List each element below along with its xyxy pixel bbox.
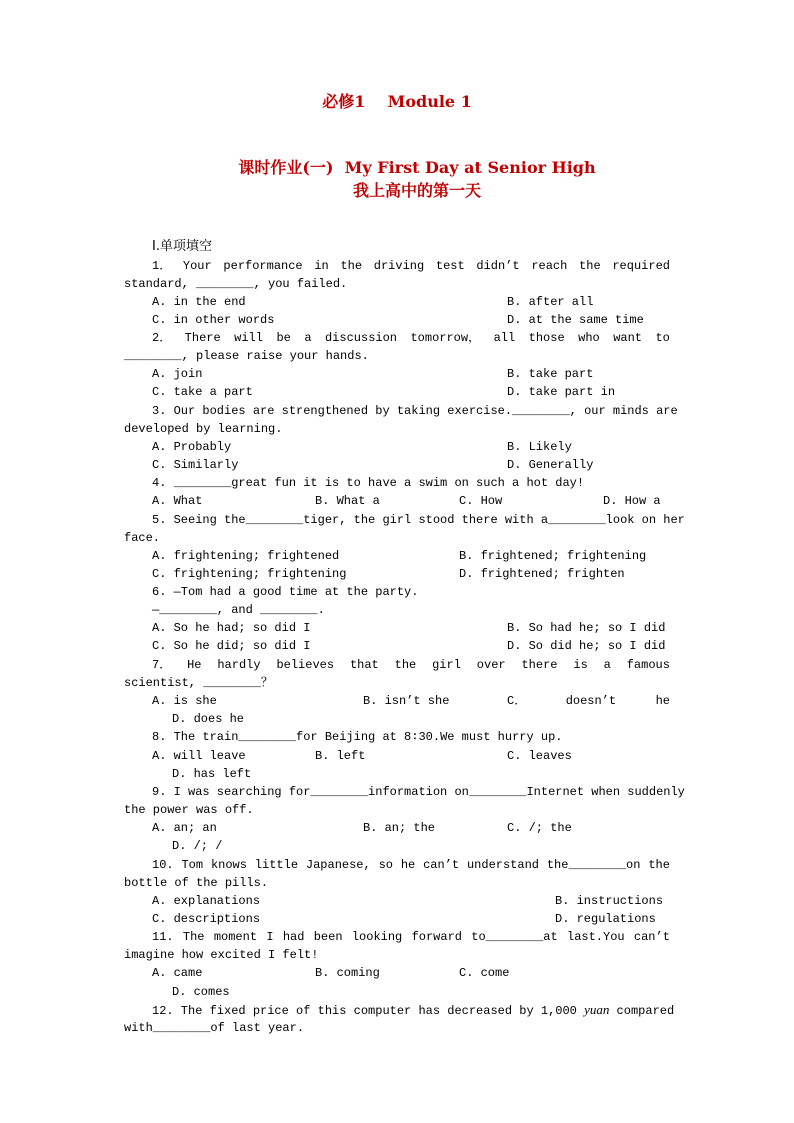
question-4-option-c: C. How (459, 494, 503, 508)
question-10-stem (152, 856, 670, 874)
question-9-option-c: C. /; the (507, 821, 572, 835)
question-12-stem-pre: 12. The fixed price of this computer has decreased by 1,000 (152, 1004, 585, 1018)
word: a (304, 331, 312, 345)
word: 1． (152, 259, 172, 273)
question-5-stem: 5. Seeing the________tiger, the girl stood there with a________look on her (152, 513, 685, 527)
question-9-option-a: A. an; an (152, 821, 217, 835)
question-6-option-c: C. So he did; so did I (152, 639, 311, 653)
question-2-stem-cont: ________, please raise your hands. (124, 349, 369, 363)
question-10-option-d: D. regulations (555, 912, 656, 926)
question-3-option-a: A. Probably (152, 440, 232, 454)
question-4-stem: 4. ________great fun it is to have a swim on such a hot day! (152, 476, 585, 490)
word: the (648, 858, 670, 872)
question-3-option-c: C. Similarly (152, 458, 239, 472)
question-3-stem: 3. Our bodies are strengthened by taking exercise.________, our minds are (152, 404, 678, 418)
question-3-option-b: B. Likely (507, 440, 572, 454)
question-10-option-b: B. instructions (555, 894, 664, 908)
question-7-option-a: A. is she (152, 694, 217, 708)
word: the________on (546, 858, 641, 872)
word: those (528, 331, 565, 345)
question-6-option-b: B. So had he; so I did (507, 621, 666, 635)
question-1-option-a: A. in the end (152, 295, 246, 309)
word: can’t (633, 930, 670, 944)
word: 2． (152, 331, 172, 345)
word: moment (213, 930, 258, 944)
question-9-option-b: B. an; the (363, 821, 436, 835)
word: He (187, 658, 202, 672)
word: required (612, 259, 670, 273)
word: in (314, 259, 329, 273)
question-2-option-a: A. join (152, 367, 203, 381)
question-10-stem-cont: bottle of the pills. (124, 876, 269, 890)
question-6-reply: —________, and ________. (152, 603, 325, 617)
question-12-stem-cont: with________of last year. (124, 1021, 305, 1035)
word: performance (223, 259, 303, 273)
word: The (182, 930, 205, 944)
word: doesn’t (565, 694, 617, 708)
word: he (655, 694, 670, 708)
word: discussion (324, 331, 397, 345)
question-3-stem-cont: developed by learning. (124, 422, 283, 436)
section-title: Ⅰ.单项填空 (152, 239, 212, 254)
word: I (266, 930, 274, 944)
word: looking (351, 930, 403, 944)
word: that (349, 658, 379, 672)
question-2-option-b: B. take part (507, 367, 594, 381)
question-4-option-b: B. What a (315, 494, 380, 508)
question-5-option-a: A. frightening; frightened (152, 549, 340, 563)
word: C． (507, 694, 527, 708)
word: want (613, 331, 643, 345)
word: had (282, 930, 305, 944)
question-11-stem-cont: imagine how excited I felt! (124, 948, 319, 962)
word: driving (373, 259, 425, 273)
word: there (521, 658, 558, 672)
question-7-option-c (507, 692, 670, 710)
question-11-option-c: C. come (459, 966, 510, 980)
word: is (573, 658, 588, 672)
question-10-option-c: C. descriptions (152, 912, 261, 926)
question-11-option-b: B. coming (315, 966, 380, 980)
question-12-stem-currency: yuan (584, 1002, 610, 1017)
word: hardly (217, 658, 261, 672)
question-8-option-b: B. left (315, 749, 366, 763)
word: last.You (567, 930, 625, 944)
question-6-option-a: A. So he had; so did I (152, 621, 311, 635)
question-12-stem-post: compared (609, 1004, 675, 1018)
lesson-title: 课时作业(一) My First Day at Senior High (238, 158, 596, 177)
word: didn’t (476, 259, 520, 273)
question-2-option-d: D. take part in (507, 385, 616, 399)
question-9-stem: 9. I was searching for________information on________Internet when suddenly (152, 785, 685, 799)
word: will (234, 331, 263, 345)
question-1-stem-cont: standard, ________, you failed. (124, 277, 348, 291)
question-6-stem: 6. —Tom had a good time at the party. (152, 585, 419, 599)
word: tomorrow， (410, 331, 481, 345)
question-11-option-d: D. comes (172, 985, 230, 999)
question-9-option-d: D. /; / (172, 839, 223, 853)
question-3-option-d: D. Generally (507, 458, 594, 472)
question-1-stem (152, 257, 670, 275)
question-11-stem (152, 928, 670, 946)
word: Japanese, (305, 858, 371, 872)
question-7-option-d: D. does he (172, 712, 245, 726)
word: a (603, 658, 611, 672)
question-9-stem-cont: the power was off. (124, 803, 254, 817)
question-8-option-d: D. has left (172, 767, 252, 781)
word: to (655, 331, 670, 345)
question-5-option-b: B. frightened; frightening (459, 549, 647, 563)
question-4-option-d: D. How a (603, 494, 661, 508)
word: all (493, 331, 516, 345)
question-5-stem-cont: face. (124, 531, 161, 545)
word: who (578, 331, 600, 345)
question-5-option-d: D. frightened; frighten (459, 567, 625, 581)
lesson-subtitle-cn: 我上高中的第一天 (352, 181, 481, 200)
question-1-option-d: D. at the same time (507, 313, 644, 327)
question-4-option-a: A. What (152, 494, 203, 508)
question-1-option-b: B. after all (507, 295, 594, 309)
question-8-stem: 8. The train________for Beijing at 8∶30.We must hurry up. (152, 730, 563, 744)
word: famous (626, 658, 670, 672)
word: reach (531, 259, 568, 273)
word: 7． (152, 658, 172, 672)
question-10-option-a: A. explanations (152, 894, 261, 908)
word: can’t (423, 858, 460, 872)
word: he (400, 858, 416, 872)
word: been (313, 930, 343, 944)
module-title: 必修1 Module 1 (322, 92, 472, 111)
word: forward (411, 930, 462, 944)
word: girl (432, 658, 461, 672)
question-2-option-c: C. take a part (152, 385, 253, 399)
word: Your (182, 259, 212, 273)
question-2-stem (152, 329, 670, 347)
question-7-option-b: B. isn’t she (363, 694, 450, 708)
question-8-option-a: A. will leave (152, 749, 246, 763)
question-5-option-c: C. frightening; frightening (152, 567, 347, 581)
question-1-option-c: C. in other words (152, 313, 275, 327)
word: There (184, 331, 221, 345)
word: be (276, 331, 291, 345)
question-7-stem-cont: scientist, ________？ (124, 676, 273, 690)
word: the (579, 259, 601, 273)
word: Tom (181, 858, 204, 872)
word: believes (276, 658, 335, 672)
word: 11. (152, 930, 174, 944)
word: to________at (471, 930, 558, 944)
question-11-option-a: A. came (152, 966, 203, 980)
word: so (378, 858, 393, 872)
question-8-option-c: C. leaves (507, 749, 572, 763)
word: test (435, 259, 465, 273)
question-7-stem (152, 656, 670, 674)
word: over (476, 658, 506, 672)
question-6-option-d: D. So did he; so I did (507, 639, 666, 653)
word: 10. (152, 858, 174, 872)
word: understand (466, 858, 539, 872)
word: little (254, 858, 299, 872)
word: the (340, 259, 363, 273)
question-12-stem (152, 1001, 674, 1019)
word: the (394, 658, 417, 672)
word: knows (210, 858, 247, 872)
